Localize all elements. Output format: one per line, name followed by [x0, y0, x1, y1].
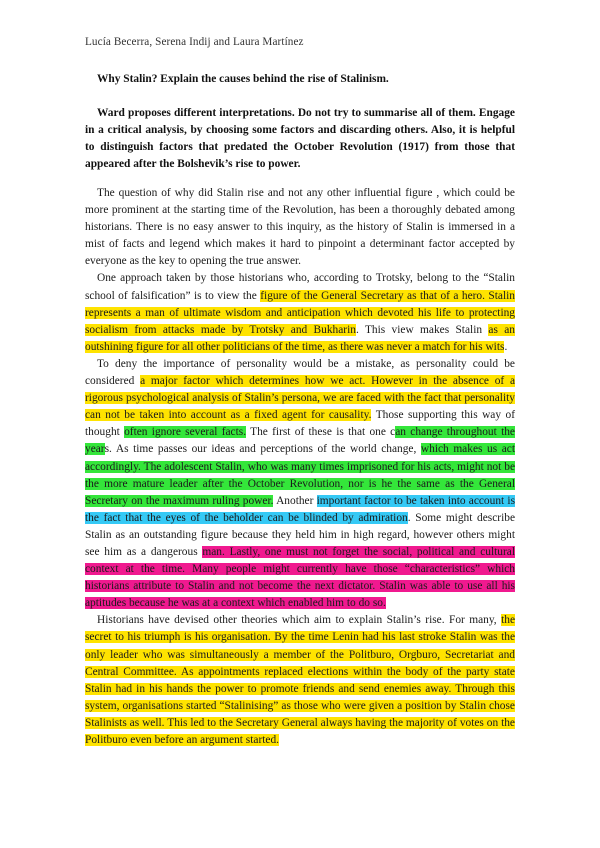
highlight-yellow: a major factor which determines how we act. However in the absence of a rigorous psychological analysis of Stalin’s persona, we are faced with the fact that personality can not be taken into account as a fixed agent for causality.: [85, 375, 515, 422]
essay-paragraph: [85, 356, 515, 612]
essay-paragraph: [85, 270, 515, 355]
highlight-green: an change throughout the year: [85, 426, 515, 456]
text-run: Another: [273, 494, 317, 507]
text-run: Historians have devised other theories which aim to explain Stalin’s rise. For many,: [97, 614, 502, 627]
text-run: To deny the importance of personality would be a mistake, as personality could be considered: [85, 357, 515, 388]
essay-question: Why Stalin? Explain the causes behind the rise of Stalinism.: [97, 73, 389, 85]
highlight-blue: important factor to be taken into account is the fact that the eyes of the beholder can be blinded by admiration: [85, 494, 515, 524]
highlight-yellow: figure of the General Secretary as that of a hero. Stalin represents a man of ultimate wisdom and anticipation which devoted his life to protecting socialism from attacks made by Trotsky and Bukharin: [85, 289, 515, 336]
essay-paragraph: [85, 612, 515, 749]
author-line: Lucía Becerra, Serena Indij and Laura Martínez: [85, 36, 304, 48]
text-run: s. As time passes our ideas and perceptions of the world change,: [104, 443, 421, 456]
text-run: .: [504, 340, 508, 353]
highlight-magenta: man. Lastly, one must not forget the social, political and cultural context at the time. Many people might currently have those “characteristics” which historians attribute to Stalin and not become the next dictator. Stalin was able to use all his aptitudes because he was at a context which enabled him to do so.: [85, 545, 515, 610]
text-run: . This view makes Stalin: [355, 323, 489, 336]
highlight-yellow: as an outshining figure for all other politicians of the time, as there was never a match for his wits: [85, 323, 515, 353]
highlight-green: often ignore several facts.: [124, 426, 247, 439]
essay-instructions: Ward proposes different interpretations. Do not try to summarise all of them. Engage in a critical analysis, by choosing some factors and discarding others. Also, it is helpful to distinguish factors that predated the October Revolution (1917) from those that appeared after the Bolshevik’s rise to power.: [85, 107, 515, 170]
text-run: The question of why did Stalin rise and not any other influential figure , which could be more prominent at the starting time of the Revolution, has been a thoroughly debated among historians. There is no easy answer to this inquiry, as the history of Stalin is immersed in a mist of facts and legend which makes it hard to pinpoint a determinant factor accepted by everyone as the key to opening the true answer.: [85, 187, 515, 268]
text-run: . Some might describe Stalin as an outstanding figure because they held him in high regard, however others might see him as a dangerous: [85, 511, 516, 558]
essay-body: [85, 185, 515, 749]
highlight-green: which makes us act accordingly. The adolescent Stalin, who was many times imprisoned for his acts, might not be the more mature leader after the October Revolution, nor is he the same as the General Secretary on the maximum ruling power.: [85, 443, 515, 507]
text-run: One approach taken by those historians who, according to Trotsky, belong to the “Stalin school of falsification” is to view the: [85, 272, 515, 302]
text-run: The first of these is that one c: [246, 426, 396, 439]
highlight-yellow: the secret to his triumph is his organisation. By the time Lenin had his last stroke Stalin was the only leader who was simultaneously a member of the Politburo, Orgburo, Secretariat and Central Committee. As appointments replaced elections within the body of the party state Stalin had in his hands the power to promote friends and send enemies away. Through this system, organisations started “Stalinising” as those who were given a position by Stalin chose Stalinists as well. This led to the Secretary General always having the majority of votes on the Politburo even before an argument started.: [85, 614, 515, 746]
text-run: Those supporting this way of thought: [85, 409, 515, 439]
essay-paragraph: [85, 185, 515, 270]
